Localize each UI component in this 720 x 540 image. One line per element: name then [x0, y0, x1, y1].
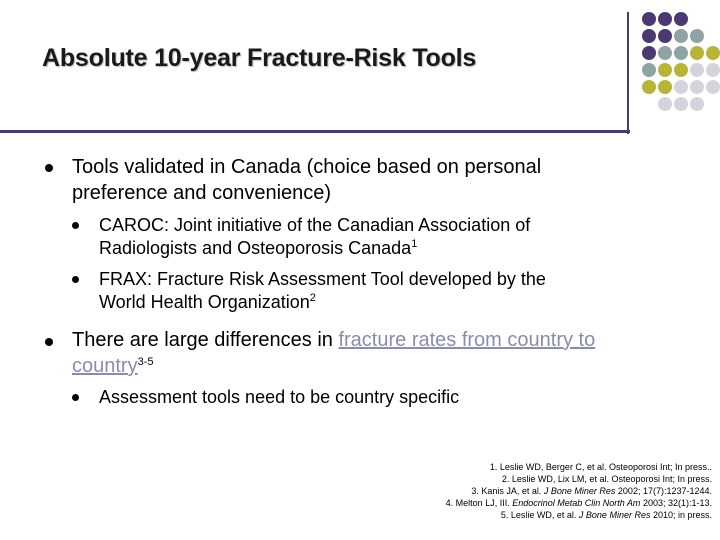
decorative-dot	[674, 80, 688, 94]
decorative-dot	[674, 97, 688, 111]
decorative-dot	[674, 46, 688, 60]
bullet-1-line-2: preference and convenience)	[72, 182, 332, 204]
bullet-dot	[45, 164, 53, 172]
sub-bullet-frax	[99, 268, 546, 314]
decorative-dot	[674, 29, 688, 43]
decorative-dot	[674, 63, 688, 77]
decorative-dot	[658, 97, 672, 111]
reference-5-journal: J Bone Miner Res	[578, 510, 651, 520]
reference-3-details: 2002; 17(7):1237-1244.	[615, 486, 712, 496]
caroc-citation: 1	[411, 238, 418, 250]
fracture-rates-link-continued[interactable]: country	[72, 355, 138, 377]
decorative-dot	[642, 63, 656, 77]
decorative-dot	[706, 63, 720, 77]
decorative-dot	[658, 80, 672, 94]
slide-title: Absolute 10-year Fracture-Risk Tools	[42, 44, 477, 72]
assessment-text: Assessment tools need to be country specific	[99, 387, 460, 407]
decorative-dot	[642, 29, 656, 43]
decorative-dot	[658, 12, 672, 26]
sub-bullet-caroc	[99, 214, 530, 260]
bullet-2-citation: 3-5	[137, 356, 154, 368]
reference-4-authors: 4. Melton LJ, III.	[445, 498, 513, 508]
decorative-dot	[658, 29, 672, 43]
decorative-dot	[674, 12, 688, 26]
bullet-2-text	[72, 327, 595, 379]
decorative-dot	[706, 80, 720, 94]
title-vertical-rule	[627, 12, 629, 134]
decorative-dot	[658, 63, 672, 77]
reference-2: 2. Leslie WD, Lix LM, et al. Osteoporosi Int; In press.	[501, 474, 712, 484]
frax-line-1: FRAX: Fracture Risk Assessment Tool developed by the	[99, 269, 546, 289]
reference-5-authors: 5. Leslie WD, et al.	[500, 510, 579, 520]
sub-bullet-dot	[72, 394, 79, 401]
reference-4-journal: Endocrinol Metab Clin North Am	[512, 498, 641, 508]
reference-3-journal: J Bone Miner Res	[543, 486, 616, 496]
reference-5	[446, 509, 712, 521]
caroc-line-1: CAROC: Joint initiative of the Canadian Association of	[99, 215, 531, 235]
sub-bullet-assessment	[99, 386, 459, 409]
decorative-dot	[642, 12, 656, 26]
decorative-dot	[690, 29, 704, 43]
reference-5-details: 2010; in press.	[650, 510, 712, 520]
bullet-dot	[45, 338, 53, 346]
bullet-1-line-1: Tools validated in Canada (choice based on personal	[72, 156, 542, 178]
decorative-dot	[690, 97, 704, 111]
sub-bullet-dot	[72, 222, 79, 229]
decorative-dot	[658, 46, 672, 60]
references	[446, 461, 712, 521]
title-underline	[0, 130, 630, 133]
reference-4	[446, 497, 712, 509]
frax-citation: 2	[309, 292, 316, 304]
fracture-rates-link[interactable]: fracture rates from country to	[338, 329, 596, 351]
reference-3-authors: 3. Kanis JA, et al.	[471, 486, 544, 496]
bullet-1-text	[72, 154, 541, 206]
caroc-line-2: Radiologists and Osteoporosis Canada	[99, 238, 412, 258]
decorative-dot	[690, 63, 704, 77]
reference-4-details: 2003; 32(1):1-13.	[640, 498, 712, 508]
decorative-dot	[642, 80, 656, 94]
decorative-dot	[706, 46, 720, 60]
frax-line-2: World Health Organization	[99, 292, 310, 312]
decorative-dot	[690, 80, 704, 94]
reference-3	[446, 485, 712, 497]
decorative-dot	[642, 46, 656, 60]
bullet-2-lead: There are large differences in	[72, 329, 339, 351]
decorative-dot	[690, 46, 704, 60]
sub-bullet-dot	[72, 276, 79, 283]
reference-1: 1. Leslie WD, Berger C, et al. Osteoporosi Int; In press..	[489, 462, 712, 472]
decorative-dot-grid	[638, 10, 718, 120]
